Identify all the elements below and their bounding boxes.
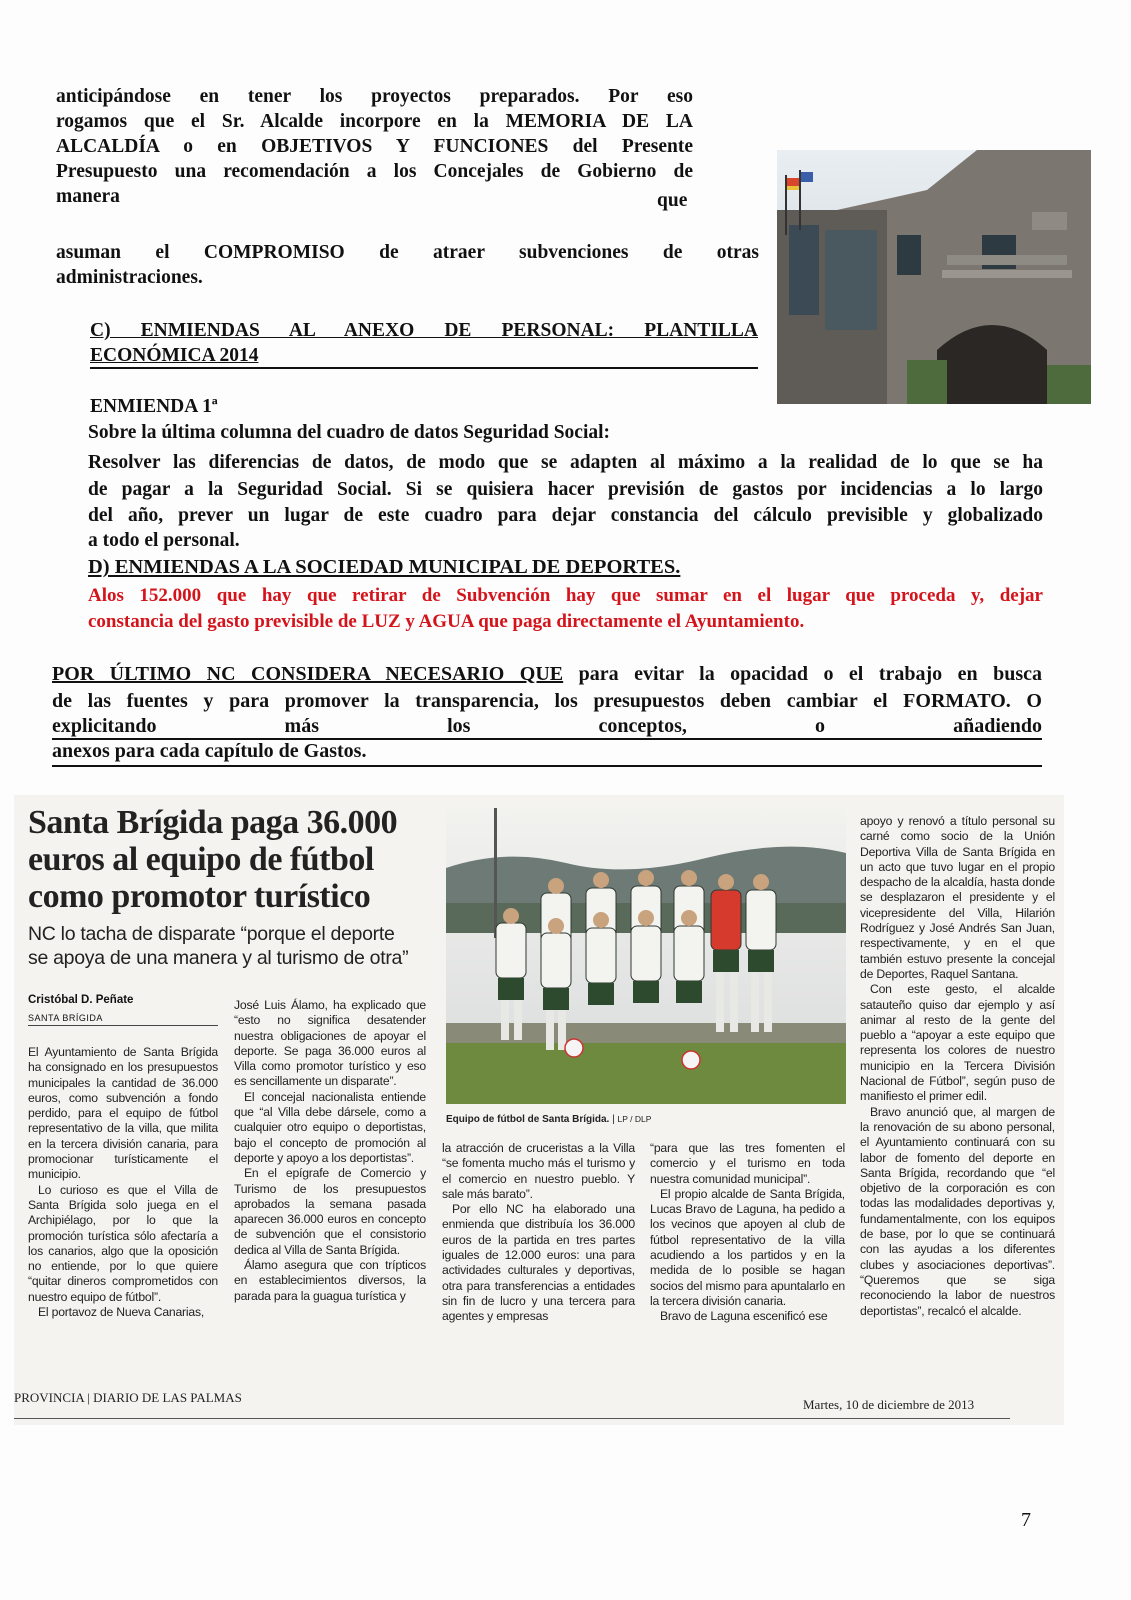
divider <box>28 1025 218 1026</box>
newspaper-name: PROVINCIA | DIARIO DE LAS PALMAS <box>14 1390 242 1405</box>
article-paragraph: Bravo de Laguna escenificó ese <box>660 1309 828 1324</box>
conclusion-line <box>52 662 1042 687</box>
football-team-photo <box>446 808 846 1104</box>
photo-caption: Equipo de fútbol de Santa Brígida. | LP / DLP <box>446 1114 652 1125</box>
article-paragraph: Álamo asegura que con trípticos en establecimientos diversos, la parada para la guagua turística y <box>234 1258 426 1303</box>
article-column-2 <box>234 998 426 1304</box>
article-paragraph: Con este gesto, el alcalde satauteño quiso dar ejemplo y así animar al resto de la gente del pueblo a “apoyar a este equipo que representa los colores de nuestro municipio en la Tercera División Nacional de Fútbol”, según puso de manifiesto el primer edil. <box>860 982 1055 1104</box>
paragraph-line: manera <box>56 186 120 207</box>
conclusion-line: explicitando más los conceptos, o añadiendo <box>52 715 1042 737</box>
article-column-5 <box>860 814 1055 1319</box>
article-headline: como promotor turístico <box>28 878 371 915</box>
article-paragraph: José Luis Álamo, ha explicado que “esto no significa desatender nuestra obligaciones de apoyar el deporte. Se paga 36.000 euros al Villa como promotor turístico y eso es sencillamente un disparate”. <box>234 998 426 1089</box>
article-paragraph: la atracción de cruceristas a la Villa “se fomenta mucho más el turismo y el comercio en nuestro pueblo. Y sale más barato”. <box>442 1141 635 1201</box>
enmienda-line: Sobre la última columna del cuadro de datos Seguridad Social: <box>88 422 611 443</box>
enmienda-line: del año, prever un lugar de este cuadro para dejar constancia del cálculo previsible y globalizado <box>88 505 1043 526</box>
article-paragraph: El concejal nacionalista entiende que “al Villa debe dársele, como a cualquier otro equipo o deportistas, bajo el concepto de promoción al deporte y apoyo a los deportistas”. <box>234 1089 426 1165</box>
conclusion-line: de las fuentes y para promover la transparencia, los presupuestos deben cambiar el FORMATO. O <box>52 690 1042 712</box>
paragraph-line: ALCALDÍA o en OBJETIVOS Y FUNCIONES del Presente <box>56 136 693 157</box>
paragraph-line: asuman el COMPROMISO de atraer subvenciones de otras <box>56 242 759 263</box>
enmienda-title: ENMIENDA 1ª <box>90 396 218 417</box>
section-heading-c: ECONÓMICA 2014 <box>90 345 259 366</box>
red-note-line: Alos 152.000 que hay que retirar de Subvención hay que sumar en el lugar que proceda y, dejar <box>88 585 1043 606</box>
conclusion-rest: para evitar la opacidad o el trabajo en busca <box>563 663 1042 685</box>
city-hall-photo <box>777 150 1091 404</box>
photo-credit: LP / DLP <box>617 1114 652 1124</box>
article-headline: euros al equipo de fútbol <box>28 841 374 878</box>
article-paragraph: En el epígrafe de Comercio y Turismo de los presupuestos aprobados la semana pasada aparecen 36.000 euros en concepto de subvención que el consistorio dedica al Villa de Santa Brígida. <box>234 1166 426 1257</box>
enmienda-line: a todo el personal. <box>88 530 240 551</box>
red-note-line: constancia del gasto previsible de LUZ y AGUA que paga directamente el Ayuntamiento. <box>88 611 805 632</box>
article-headline: Santa Brígida paga 36.000 <box>28 804 398 841</box>
article-paragraph: El portavoz de Nueva Canarias, <box>38 1305 205 1320</box>
section-heading-c: C) ENMIENDAS AL ANEXO DE PERSONAL: PLANTILLA <box>90 320 758 341</box>
article-subheadline: NC lo tacha de disparate “porque el deporte <box>28 923 395 945</box>
divider <box>52 765 1042 767</box>
paragraph-line: anticipándose en tener los proyectos preparados. Por eso <box>56 86 693 107</box>
article-paragraph: Lo curioso es que el Villa de Santa Brígida solo juega en el Archipiélago, por lo que la promoción turística sólo afectaría a los canarios, algo que la oposición no entiende, por lo que quiere “quitar dineros comprometidos con nuestro equipo de fútbol”. <box>28 1182 218 1304</box>
paragraph-line: Presupuesto una recomendación a los Concejales de Gobierno de <box>56 161 693 182</box>
article-paragraph: Por ello NC ha elaborado una enmienda que distribuía los 36.000 euros de la partida en tres partes iguales de 12.000 euros: una para actividades culturales y deportivas, otra para transferencias a entidades sin fin de lucro y una tercera para agentes y empresas <box>442 1202 635 1324</box>
divider <box>90 367 758 369</box>
enmienda-line: Resolver las diferencias de datos, de modo que se adapten al máximo a la realidad de lo que se ha <box>88 452 1043 473</box>
article-column-3 <box>442 1141 635 1325</box>
article-paragraph: El Ayuntamiento de Santa Brígida ha consignado en los presupuestos municipales la cantidad de 36.000 euros, como subvención a fondo perdido, para el equipo de fútbol representativo de la villa, que milita en la tercera división canaria, para promocionar turísticamente el municipio. <box>28 1045 218 1182</box>
divider <box>14 1418 1010 1419</box>
section-heading-d: D) ENMIENDAS A LA SOCIEDAD MUNICIPAL DE DEPORTES. <box>88 556 681 578</box>
article-paragraph: apoyo y renovó a título personal su carné como socio de la Unión Deportiva Villa de Santa Brígida en un acto que tuvo lugar en el propio despacho de la alcaldía, hasta donde se desplazaron el presidente y el vicepresidente del Villa, Hilarión Rodríguez y José Andrés San Juan, respectivamente, y en el que también estuvo presente la concejal de Deportes, Raquel Santana. <box>860 814 1055 981</box>
newspaper-date: Martes, 10 de diciembre de 2013 <box>803 1397 975 1412</box>
paragraph-line: rogamos que el Sr. Alcalde incorpore en la MEMORIA DE LA <box>56 111 693 132</box>
article-column-1 <box>28 1045 218 1320</box>
article-paragraph: Bravo anunció que, al margen de la renovación de su abono personal, el Ayuntamiento continuará con su labor de fomento del deporte en Santa Brígida, recordando que “el objetivo de la corporación es con todas las modalidades deportivas y, fundamentalmente, con los equipos de base, por lo que se continuará con las ayudas a los diferentes clubes y asociaciones deportivas”. “Queremos que se siga reconociendo la labor de nuestros deportistas”, recalcó el alcalde. <box>860 1104 1055 1318</box>
conclusion-line: anexos para cada capítulo de Gastos. <box>52 740 367 762</box>
article-paragraph: El propio alcalde de Santa Brígida, Lucas Bravo de Laguna, ha pedido a los vecinos que apoyen al club de fútbol representativo de la villa acudiendo a los partidos y en la medida de lo posible se hagan socios del mismo para apuntalarlo en la tercera división canaria. <box>650 1186 845 1308</box>
article-subheadline: se apoya de una manera y al turismo de otra” <box>28 947 409 969</box>
paragraph-line: que <box>657 190 688 211</box>
article-column-4 <box>650 1141 845 1325</box>
paragraph-line: administraciones. <box>56 267 203 288</box>
conclusion-lead: POR ÚLTIMO NC CONSIDERA NECESARIO QUE <box>52 663 564 685</box>
photo-caption-text: Equipo de fútbol de Santa Brígida. <box>446 1114 610 1125</box>
article-paragraph: “para que las tres fomenten el comercio y el turismo en toda nuestra comunidad municipal”. <box>650 1141 845 1186</box>
enmienda-line: de pagar a la Seguridad Social. Si se quisiera hacer previsión de gastos por incidencias a lo largo <box>88 479 1043 500</box>
page-number: 7 <box>1021 1509 1031 1531</box>
article-author: Cristóbal D. Peñate <box>28 994 134 1006</box>
article-location: SANTA BRÍGIDA <box>28 1013 103 1023</box>
